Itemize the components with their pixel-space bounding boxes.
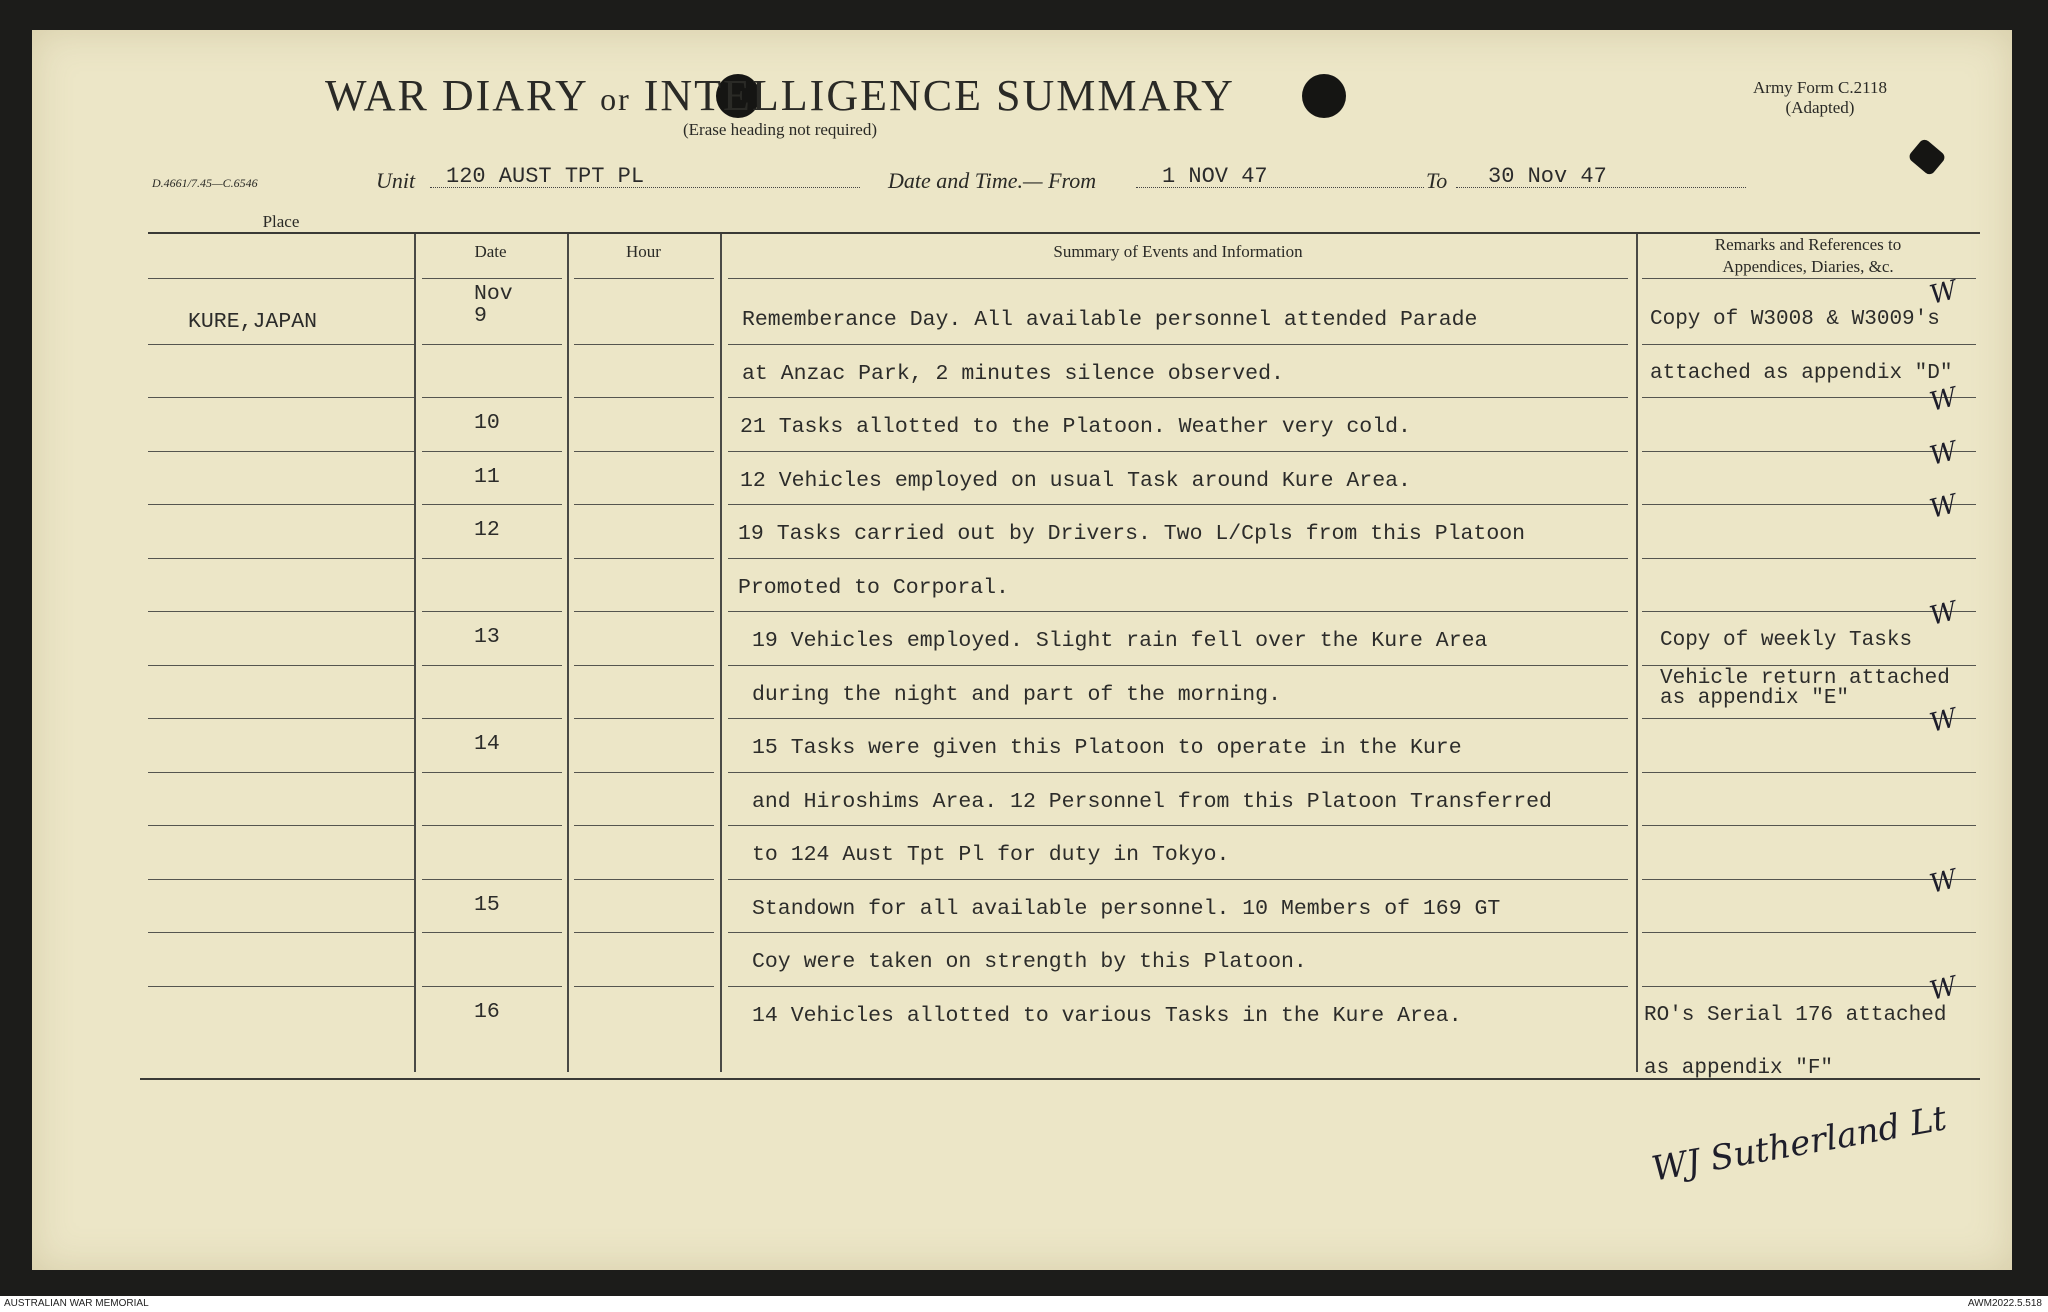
row-rule: [574, 611, 714, 612]
place-value: KURE,JAPAN: [188, 310, 318, 334]
datetime-label: Date and Time.— From: [888, 168, 1097, 193]
entry-summary-line: Standown for all available personnel. 10 Members of 169 GT: [752, 896, 1501, 921]
from-dotted-line: [1136, 187, 1424, 188]
row-rule: [728, 772, 1628, 773]
entry-date: 13: [474, 625, 500, 649]
row-rule: [148, 451, 414, 452]
row-rule: [574, 665, 714, 666]
row-rule: [728, 278, 1628, 279]
entry-summary-line: at Anzac Park, 2 minutes silence observed.: [742, 361, 1284, 386]
row-rule: [422, 665, 562, 666]
title-intelligence-summary: INTELLIGENCE SUMMARY: [643, 71, 1235, 120]
ink-blot: [1907, 137, 1947, 176]
entry-summary-line: 19 Vehicles employed. Slight rain fell over the Kure Area: [752, 629, 1488, 653]
entry-date: 11: [474, 464, 500, 489]
row-rule: [148, 611, 414, 612]
column-divider-summary: [1636, 234, 1638, 1072]
entry-remark-line: RO's Serial 176 attached: [1644, 1003, 1947, 1027]
row-rule: [148, 344, 414, 345]
row-rule: [148, 278, 414, 279]
entry-initials: W: [1926, 596, 1960, 632]
row-rule: [728, 825, 1628, 826]
row-rule: [422, 397, 562, 398]
row-rule: [148, 718, 414, 719]
entry-summary-line: 21 Tasks allotted to the Platoon. Weather very cold.: [740, 415, 1411, 439]
army-form-label: [1720, 78, 1920, 118]
entry-summary-line: during the night and part of the morning.: [752, 682, 1281, 707]
entry-initials: W: [1926, 275, 1960, 311]
entry-initials: W: [1926, 489, 1960, 525]
row-rule: [574, 344, 714, 345]
unit-label: Unit: [376, 168, 416, 193]
row-rule: [1642, 278, 1976, 279]
entry-summary-line: and Hiroshims Area. 12 Personnel from this Platoon Transferred: [752, 789, 1552, 814]
unit-value: 120 AUST TPT PL: [446, 164, 645, 189]
column-header-hour: Hour: [626, 242, 661, 261]
column-header-remarks: [1636, 234, 1980, 278]
row-rule: [728, 397, 1628, 398]
row-rule: [574, 772, 714, 773]
row-rule: [574, 397, 714, 398]
row-rule: [422, 986, 562, 987]
row-rule: [1642, 344, 1976, 345]
row-rule: [574, 558, 714, 559]
row-rule: [422, 718, 562, 719]
entry-initials: W: [1926, 863, 1960, 900]
entry-summary-line: to 124 Aust Tpt Pl for duty in Tokyo.: [752, 843, 1230, 867]
title-war-diary: WAR DIARY: [325, 71, 588, 120]
row-rule: [422, 558, 562, 559]
entry-remark-line: as appendix "E": [1660, 687, 1850, 710]
row-rule: [1642, 611, 1976, 612]
title-or: or: [600, 81, 631, 117]
row-rule: [574, 504, 714, 505]
row-rule: [148, 558, 414, 559]
row-rule: [728, 451, 1628, 452]
row-rule: [1642, 558, 1976, 559]
row-rule: [422, 611, 562, 612]
row-rule: [422, 451, 562, 452]
row-rule: [148, 986, 414, 987]
row-rule: [148, 665, 414, 666]
entry-initials: W: [1926, 435, 1960, 472]
entry-date: 12: [474, 518, 500, 542]
column-header-place: Place: [262, 212, 300, 231]
row-rule: [728, 718, 1628, 719]
unit-dotted-line: [430, 187, 860, 188]
row-rule: [1642, 986, 1976, 987]
column-divider-place: [414, 234, 416, 1072]
entry-summary-line: 14 Vehicles allotted to various Tasks in the Kure Area.: [752, 1003, 1462, 1028]
entry-date: 14: [474, 732, 500, 756]
row-rule: [422, 772, 562, 773]
month-value: Nov: [474, 282, 513, 306]
row-rule: [422, 344, 562, 345]
entry-remark-line: as appendix "F": [1644, 1057, 1834, 1080]
row-rule: [1642, 504, 1976, 505]
footer-bar: [0, 1296, 2048, 1312]
footer-accession: AWM2022.5.518: [1967, 1298, 2042, 1309]
row-rule: [574, 825, 714, 826]
row-rule: [574, 879, 714, 880]
entry-initials: W: [1926, 703, 1960, 739]
row-rule: [148, 397, 414, 398]
from-value: 1 NOV 47: [1162, 164, 1268, 189]
row-rule: [422, 278, 562, 279]
row-rule: [728, 879, 1628, 880]
to-label: To: [1426, 168, 1448, 193]
footer-source: AUSTRALIAN WAR MEMORIAL: [4, 1298, 149, 1309]
row-rule: [148, 825, 414, 826]
row-rule: [728, 344, 1628, 345]
army-form-number: Army Form C.2118: [1753, 78, 1887, 97]
entry-summary-line: Rememberance Day. All available personnel attended Parade: [742, 308, 1478, 332]
to-dotted-line: [1456, 187, 1746, 188]
row-rule: [422, 825, 562, 826]
row-rule: [422, 879, 562, 880]
row-rule: [728, 504, 1628, 505]
row-rule: [1642, 825, 1976, 826]
row-rule: [1642, 772, 1976, 773]
column-header-date: Date: [474, 242, 507, 261]
row-rule: [728, 986, 1628, 987]
row-rule: [1642, 451, 1976, 452]
entry-date: 16: [474, 999, 500, 1024]
column-divider-hour: [720, 234, 722, 1072]
entry-remark-line: Copy of W3008 & W3009's: [1650, 308, 1940, 331]
form-subtitle: (Erase heading not required): [683, 120, 877, 139]
row-rule: [1642, 665, 1976, 666]
row-rule: [574, 986, 714, 987]
row-rule: [728, 932, 1628, 933]
entry-remark-line: Vehicle return attached: [1660, 667, 1950, 690]
entry-remark-line: Copy of weekly Tasks: [1660, 629, 1913, 652]
row-rule: [728, 558, 1628, 559]
entry-date: 9: [474, 304, 487, 328]
row-rule: [422, 504, 562, 505]
row-rule: [728, 611, 1628, 612]
row-rule: [1642, 879, 1976, 880]
remarks-header-line2: Appendices, Diaries, &c.: [1722, 257, 1894, 276]
row-rule: [574, 932, 714, 933]
entry-remark-line: attached as appendix "D": [1650, 361, 1953, 385]
army-form-adapted: (Adapted): [1785, 98, 1855, 117]
row-rule: [148, 772, 414, 773]
column-header-summary: Summary of Events and Information: [1053, 242, 1303, 261]
row-rule: [422, 932, 562, 933]
form-title: [0, 70, 1560, 121]
row-rule: [148, 932, 414, 933]
row-rule: [574, 451, 714, 452]
entry-summary-line: 19 Tasks carried out by Drivers. Two L/Cpls from this Platoon: [738, 522, 1526, 546]
entry-summary-line: 12 Vehicles employed on usual Task around Kure Area.: [740, 468, 1411, 493]
officer-signature: WJ Sutherland Lt: [1648, 1098, 1950, 1190]
to-value: 30 Nov 47: [1488, 164, 1607, 189]
row-rule: [574, 718, 714, 719]
entry-initials: W: [1926, 970, 1960, 1007]
entry-summary-line: Coy were taken on strength by this Platoon.: [752, 950, 1307, 974]
column-divider-date: [567, 234, 569, 1072]
form-print-code: D.4661/7.45—C.6546: [152, 176, 258, 190]
entry-summary-line: Promoted to Corporal.: [738, 575, 1009, 600]
row-rule: [148, 879, 414, 880]
entry-date: 15: [474, 892, 500, 917]
remarks-header-line1: Remarks and References to: [1714, 235, 1902, 254]
entry-initials: W: [1926, 382, 1960, 418]
entry-summary-line: 15 Tasks were given this Platoon to operate in the Kure: [752, 736, 1462, 760]
row-rule: [1642, 397, 1976, 398]
row-rule: [1642, 718, 1976, 719]
row-rule: [574, 278, 714, 279]
row-rule: [148, 504, 414, 505]
row-rule: [1642, 932, 1976, 933]
row-rule: [728, 665, 1628, 666]
entry-date: 10: [474, 411, 500, 435]
